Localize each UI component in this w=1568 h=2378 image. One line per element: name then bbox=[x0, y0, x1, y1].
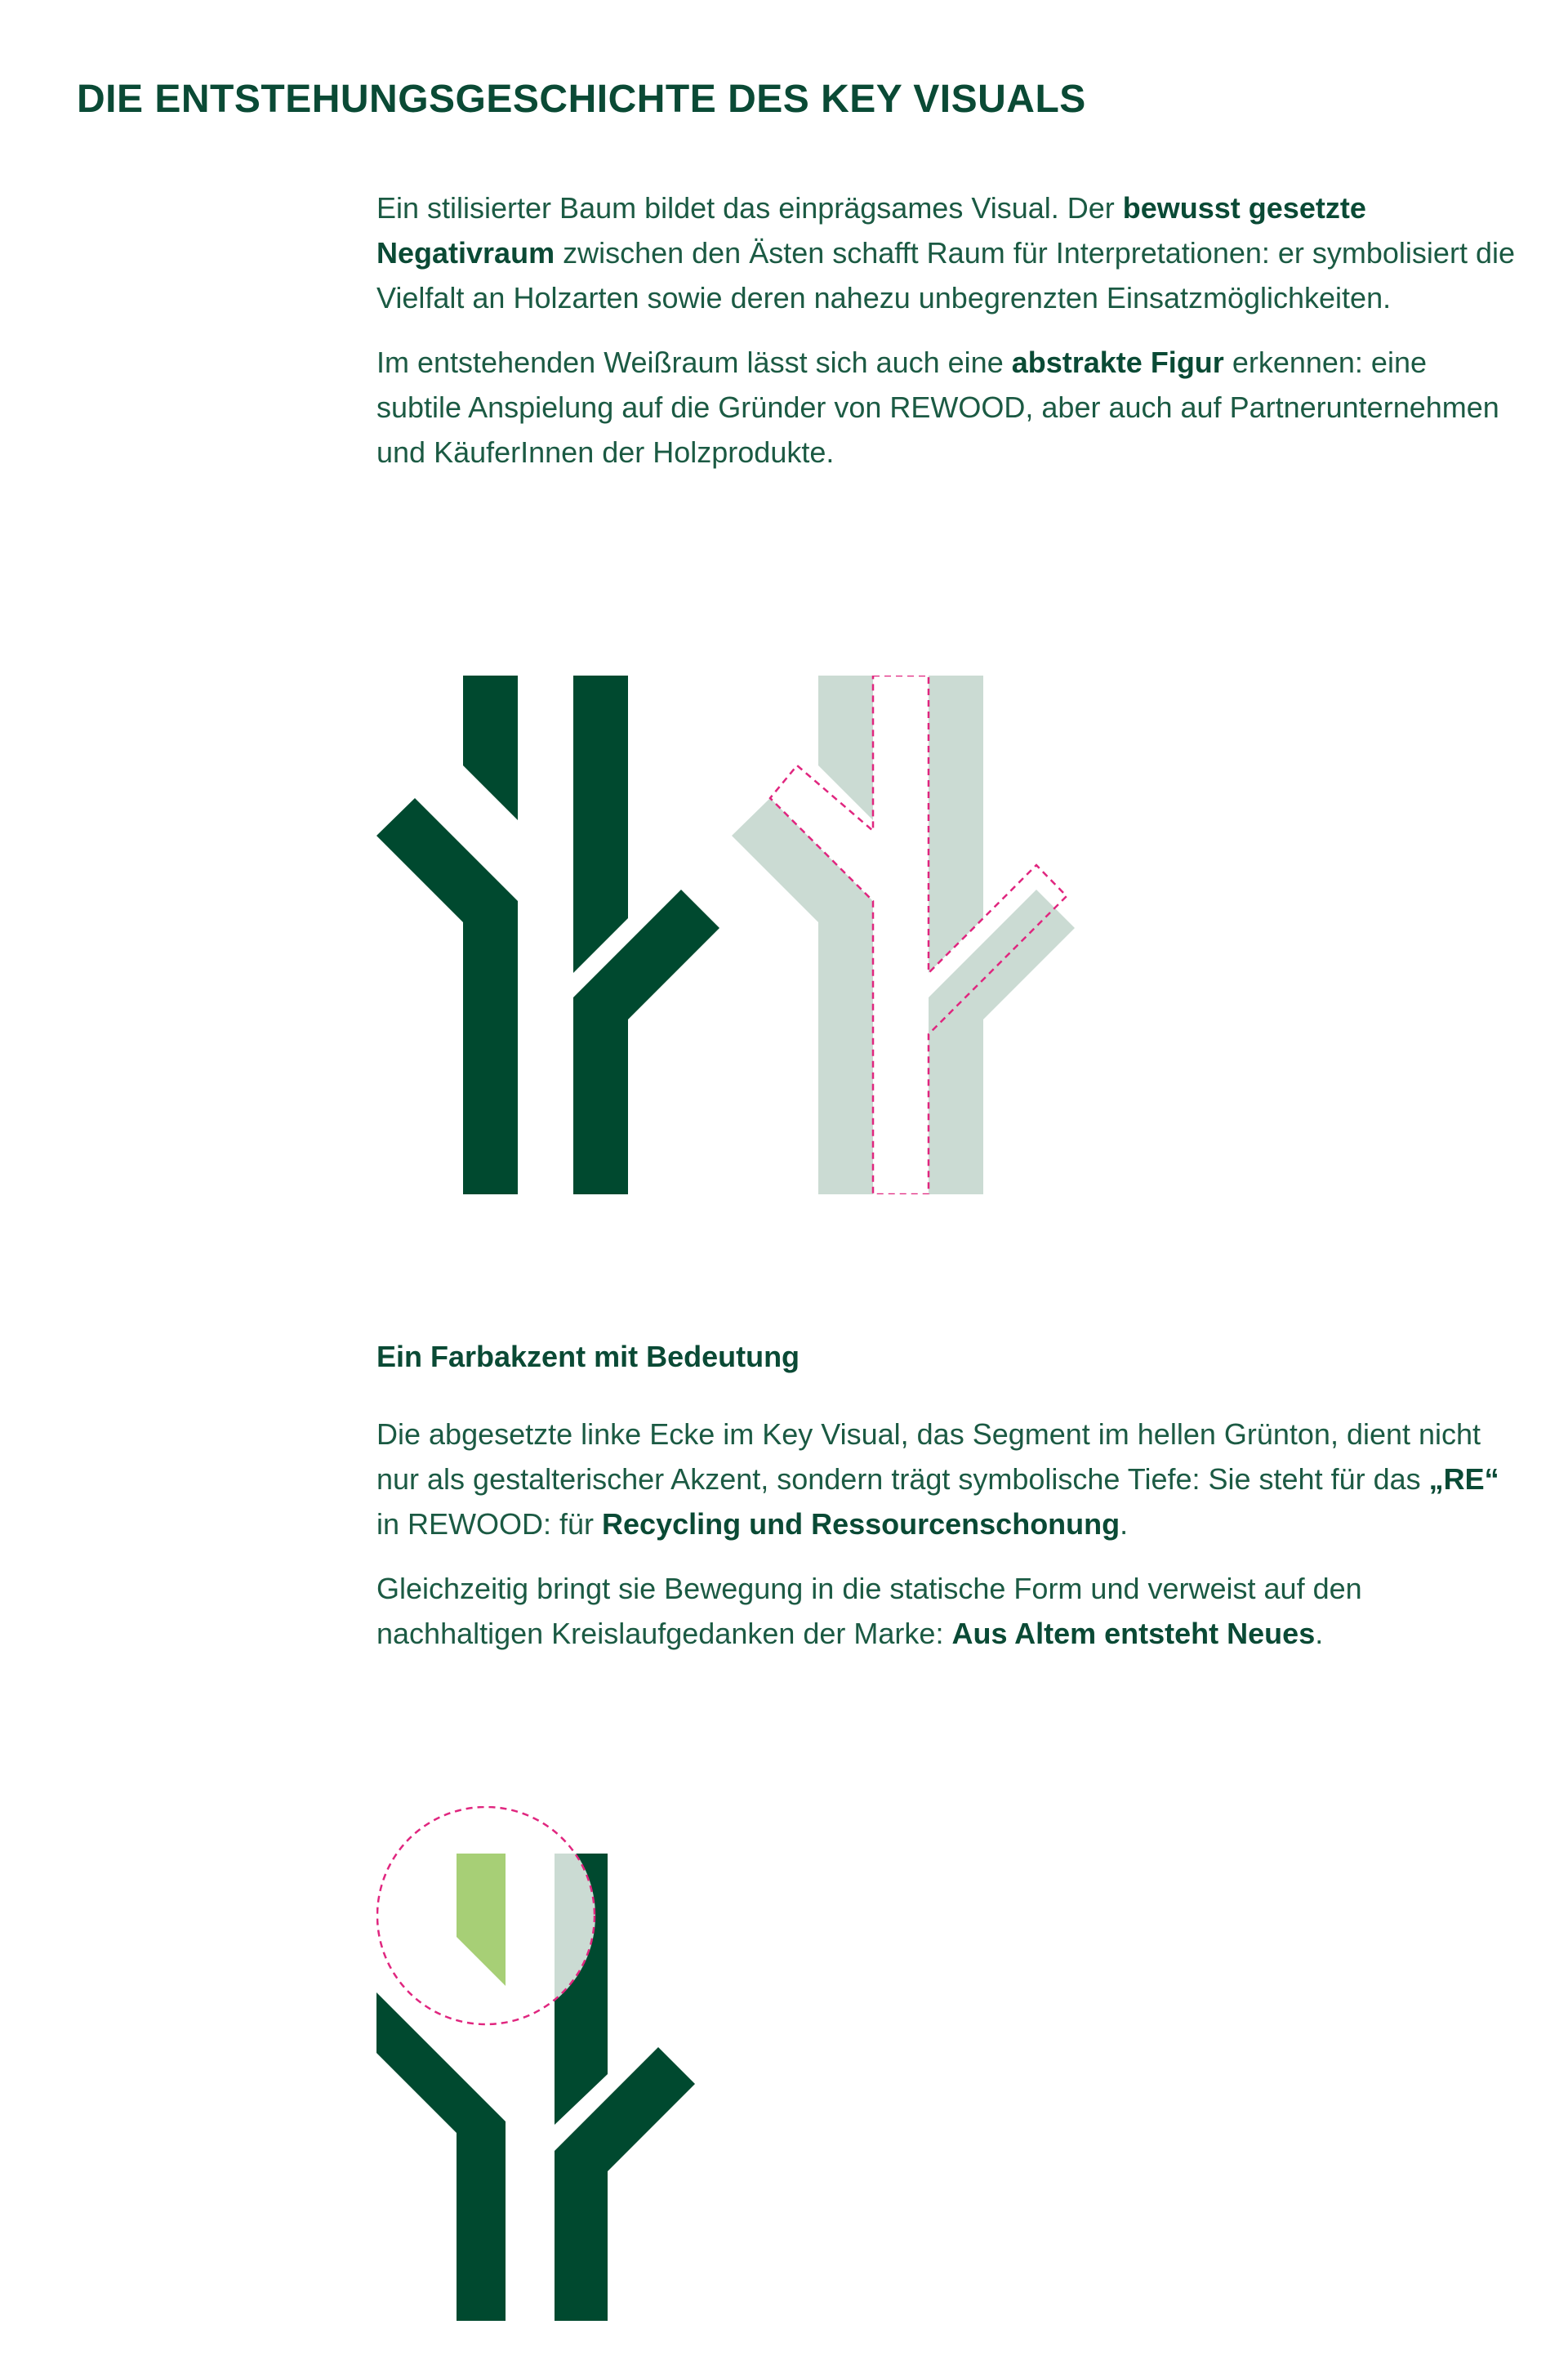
tree-left-trunk bbox=[376, 798, 518, 1194]
tree-left-trunk-light bbox=[732, 798, 873, 1194]
accent-paragraph-2: Gleichzeitig bringt sie Bewegung in die statische Form und verweist auf den nachhaltigen Kreislaufgedanken der Marke: Aus Altem entsteht Neues. bbox=[376, 1572, 1362, 1650]
tree-upper-left-segment bbox=[463, 676, 518, 820]
intro-paragraph-2: Im entstehenden Weißraum lässt sich auch eine abstrakte Figur erkennen: eine subtile Anspielung auf die Gründer von REWOOD, aber auch auf Partnerunternehmen und KäuferInnen der Holzprodukte. bbox=[376, 346, 1499, 469]
tree-upper-right-segment-light bbox=[929, 676, 983, 973]
section-heading-color-accent: Ein Farbakzent mit Bedeutung bbox=[376, 1340, 800, 1373]
intro-section bbox=[376, 185, 1520, 475]
accent-corner-tree bbox=[376, 1806, 695, 2321]
accent-paragraph-1: Die abgesetzte linke Ecke im Key Visual, das Segment im hellen Grünton, dient nicht nur als gestalterischer Akzent, sondern trägt symbolische Tiefe: Sie steht für das „RE“ in REWOOD: für Recycling und Ressourcenschonung. bbox=[376, 1417, 1499, 1541]
negative-space-figure bbox=[732, 676, 1075, 1194]
accent-section bbox=[376, 1412, 1520, 1656]
accent-tree-left-trunk bbox=[376, 1992, 506, 2321]
accent-corner-segment bbox=[457, 1854, 506, 1986]
tree-upper-right-segment bbox=[573, 676, 628, 973]
key-visual-tree bbox=[376, 676, 719, 1194]
intro-paragraph-1: Ein stilisierter Baum bildet das einprägsames Visual. Der bewusst gesetzte Negativraum zwischen den Ästen schafft Raum für Interpretationen: er symbolisiert die Vielfalt an Holzarten sowie deren nahezu unbegrenzten Einsatzmöglichkeiten. bbox=[376, 191, 1515, 315]
page-title: DIE ENTSTEHUNGSGESCHICHTE DES KEY VISUALS bbox=[77, 78, 1086, 121]
tree-upper-left-segment-light bbox=[818, 676, 873, 820]
